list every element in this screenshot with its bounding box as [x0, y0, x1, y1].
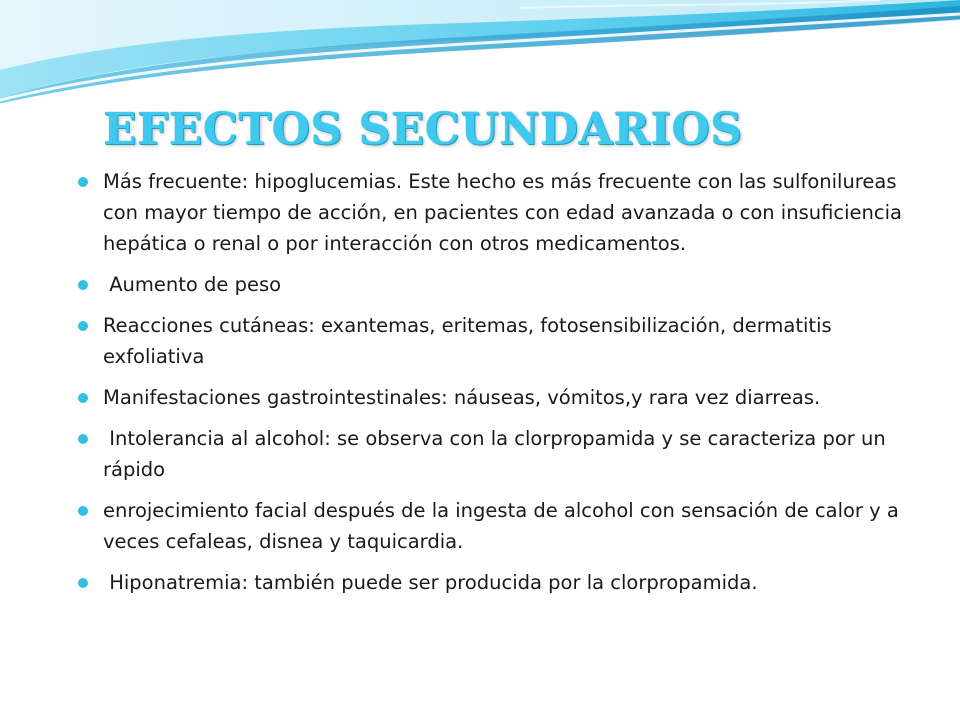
header-wave-decoration [0, 0, 960, 110]
bullet-text: Hiponatremia: también puede ser producida por la clorpropamida. [103, 571, 758, 594]
bullet-item [78, 166, 918, 259]
bullet-text: enrojecimiento facial después de la ingesta de alcohol con sensación de calor y a veces cefaleas, disnea y taquicardia. [103, 499, 906, 553]
bullet-text: Más frecuente: hipoglucemias. Este hecho es más frecuente con las sulfonilureas con mayor tiempo de acción, en pacientes con edad avanzada o con insuficiencia hepática o renal o por interacción con otros medicamentos. [103, 170, 909, 255]
bullet-item [78, 310, 918, 372]
bullet-text: Reacciones cutáneas: exantemas, eritemas, fotosensibilización, dermatitis exfoliativa [103, 314, 838, 368]
bullet-dot-icon [78, 506, 88, 516]
bullet-dot-icon [78, 393, 88, 403]
bullet-item [78, 495, 918, 557]
bullet-dot-icon [78, 177, 88, 187]
bullet-item [78, 382, 918, 413]
bullet-list [78, 166, 918, 608]
bullet-item [78, 269, 918, 300]
bullet-dot-icon [78, 434, 88, 444]
bullet-dot-icon [78, 280, 88, 290]
bullet-text: Manifestaciones gastrointestinales: náuseas, vómitos,y rara vez diarreas. [103, 386, 821, 409]
bullet-item [78, 423, 918, 485]
bullet-dot-icon [78, 321, 88, 331]
bullet-text: Aumento de peso [103, 273, 282, 296]
slide-title: EFECTOS SECUNDARIOS [103, 104, 743, 155]
bullet-dot-icon [78, 578, 88, 588]
bullet-text: Intolerancia al alcohol: se observa con la clorpropamida y se caracteriza por un rápido [103, 427, 892, 481]
bullet-item [78, 567, 918, 598]
